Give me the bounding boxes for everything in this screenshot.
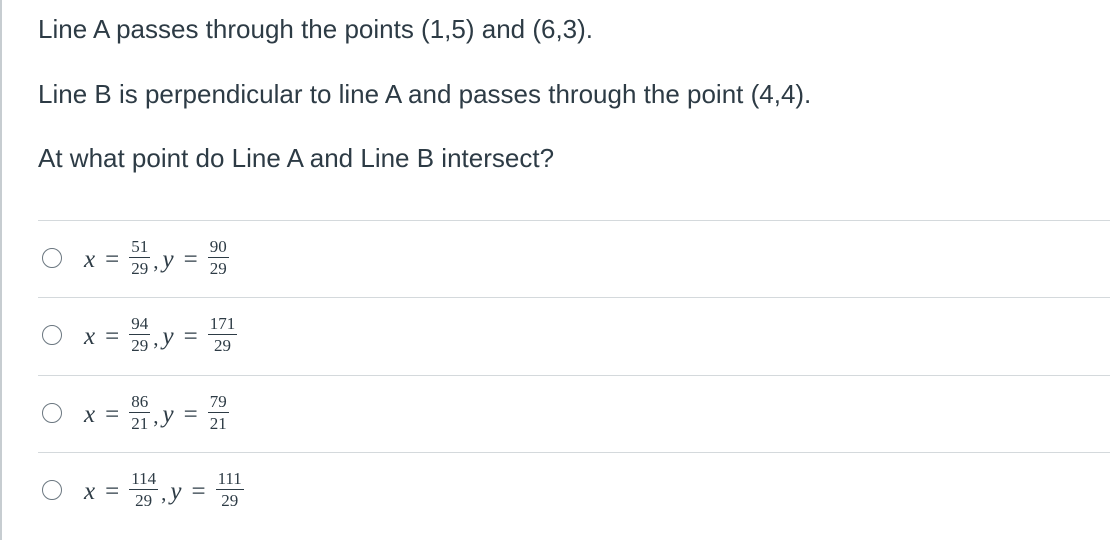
- comma: ,: [153, 404, 159, 428]
- x-fraction: [129, 392, 150, 433]
- question-line-2: Line B is perpendicular to line A and passes through the point (4,4).: [38, 79, 812, 109]
- question-line-1: Line A passes through the points (1,5) and (6,3).: [38, 14, 594, 44]
- equals-sign: =: [183, 400, 198, 428]
- y-denominator: 21: [209, 414, 227, 433]
- y-variable: y: [170, 477, 182, 505]
- comma: ,: [153, 249, 159, 273]
- answer-math: [84, 298, 237, 375]
- y-variable: y: [162, 322, 174, 350]
- answer-option-2[interactable]: [38, 298, 1110, 375]
- x-variable: x: [84, 477, 96, 505]
- y-denominator: 29: [221, 491, 239, 510]
- equals-sign: =: [105, 400, 120, 428]
- y-denominator: 29: [213, 336, 231, 355]
- question-prompt: At what point do Line A and Line B intersect?: [38, 143, 555, 173]
- x-denominator: 29: [135, 491, 153, 510]
- y-numerator: 111: [217, 469, 242, 488]
- radio-button[interactable]: [42, 480, 62, 500]
- answer-option-1[interactable]: [38, 221, 1110, 298]
- answer-math: [84, 453, 244, 530]
- answer-list: [38, 220, 1110, 530]
- x-fraction: [129, 237, 150, 278]
- x-denominator: 29: [131, 336, 149, 355]
- equals-sign: =: [105, 245, 120, 273]
- answer-option-3[interactable]: [38, 376, 1110, 453]
- x-numerator: 51: [131, 237, 149, 256]
- x-fraction: [129, 314, 150, 355]
- x-variable: x: [84, 245, 96, 273]
- equals-sign: =: [183, 245, 198, 273]
- x-fraction: [129, 469, 158, 510]
- answer-option-4[interactable]: [38, 453, 1110, 530]
- radio-button[interactable]: [42, 325, 62, 345]
- y-fraction: [208, 392, 229, 433]
- x-denominator: 21: [131, 414, 149, 433]
- y-fraction: [216, 469, 244, 510]
- comma: ,: [153, 326, 159, 350]
- radio-button[interactable]: [42, 248, 62, 268]
- y-numerator: 171: [209, 314, 236, 333]
- answer-math: [84, 221, 229, 298]
- y-fraction: [208, 314, 238, 355]
- x-variable: x: [84, 322, 96, 350]
- answer-math: [84, 376, 229, 453]
- comma: ,: [161, 481, 167, 505]
- x-numerator: 94: [131, 314, 149, 333]
- y-variable: y: [162, 245, 174, 273]
- x-variable: x: [84, 400, 96, 428]
- equals-sign: =: [105, 322, 120, 350]
- left-border: [0, 0, 2, 540]
- y-numerator: 79: [209, 392, 227, 411]
- y-numerator: 90: [209, 237, 227, 256]
- equals-sign: =: [183, 322, 198, 350]
- y-denominator: 29: [209, 259, 227, 278]
- x-numerator: 86: [131, 392, 149, 411]
- equals-sign: =: [191, 477, 206, 505]
- x-numerator: 114: [131, 469, 157, 488]
- radio-button[interactable]: [42, 403, 62, 423]
- y-variable: y: [162, 400, 174, 428]
- equals-sign: =: [105, 477, 120, 505]
- y-fraction: [208, 237, 229, 278]
- x-denominator: 29: [131, 259, 149, 278]
